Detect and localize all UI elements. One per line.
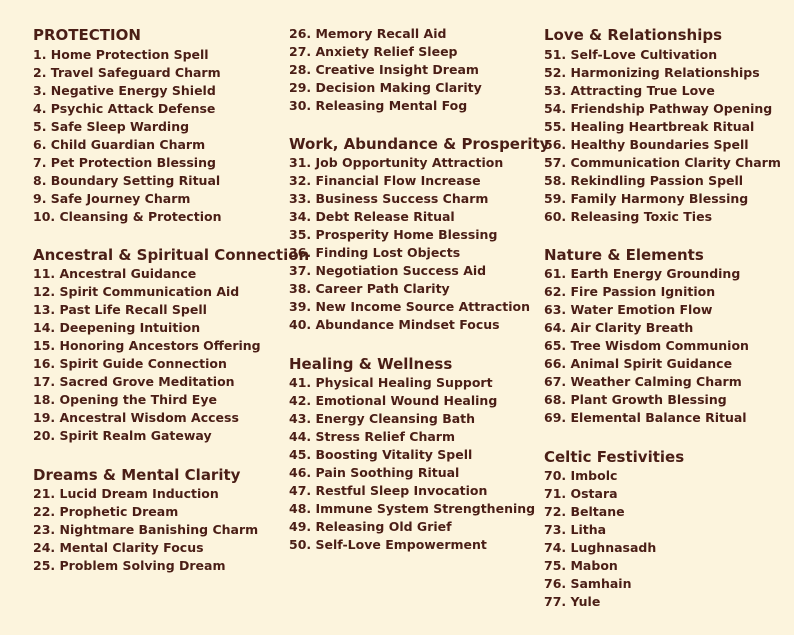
list-item: 32. Financial Flow Increase <box>289 173 481 188</box>
list-item: 59. Family Harmony Blessing <box>544 191 749 206</box>
section-title-healing: Healing & Wellness <box>289 355 453 373</box>
section-title-ancestral: Ancestral & Spiritual Connection <box>33 246 310 264</box>
list-item: 6. Child Guardian Charm <box>33 137 206 152</box>
list-item: 70. Imbolc <box>544 468 618 483</box>
section-title-dreams: Dreams & Mental Clarity <box>33 466 241 484</box>
list-item: 47. Restful Sleep Invocation <box>289 483 488 498</box>
list-item: 27. Anxiety Relief Sleep <box>289 44 458 59</box>
list-item: 53. Attracting True Love <box>544 83 715 98</box>
list-item: 24. Mental Clarity Focus <box>33 540 204 555</box>
list-item: 77. Yule <box>544 594 601 609</box>
list-item: 66. Animal Spirit Guidance <box>544 356 733 371</box>
section-title-nature: Nature & Elements <box>544 246 704 264</box>
list-item: 45. Boosting Vitality Spell <box>289 447 473 462</box>
list-item: 38. Career Path Clarity <box>289 281 450 296</box>
list-item: 20. Spirit Realm Gateway <box>33 428 212 443</box>
list-item: 25. Problem Solving Dream <box>33 558 226 573</box>
list-item: 75. Mabon <box>544 558 618 573</box>
list-item: 11. Ancestral Guidance <box>33 266 197 281</box>
list-item: 5. Safe Sleep Warding <box>33 119 190 134</box>
list-item: 56. Healthy Boundaries Spell <box>544 137 749 152</box>
list-item: 54. Friendship Pathway Opening <box>544 101 773 116</box>
list-item: 34. Debt Release Ritual <box>289 209 455 224</box>
list-item: 74. Lughnasadh <box>544 540 657 555</box>
list-item: 57. Communication Clarity Charm <box>544 155 781 170</box>
list-item: 31. Job Opportunity Attraction <box>289 155 504 170</box>
list-item: 46. Pain Soothing Ritual <box>289 465 460 480</box>
list-item: 28. Creative Insight Dream <box>289 62 479 77</box>
list-item: 41. Physical Healing Support <box>289 375 493 390</box>
list-item: 48. Immune System Strengthening <box>289 501 536 516</box>
list-item: 61. Earth Energy Grounding <box>544 266 741 281</box>
list-item: 68. Plant Growth Blessing <box>544 392 727 407</box>
list-item: 23. Nightmare Banishing Charm <box>33 522 259 537</box>
list-item: 26. Memory Recall Aid <box>289 26 447 41</box>
list-item: 13. Past Life Recall Spell <box>33 302 207 317</box>
list-item: 73. Litha <box>544 522 607 537</box>
list-item: 49. Releasing Old Grief <box>289 519 452 534</box>
list-item: 69. Elemental Balance Ritual <box>544 410 747 425</box>
list-item: 55. Healing Heartbreak Ritual <box>544 119 755 134</box>
list-item: 37. Negotiation Success Aid <box>289 263 487 278</box>
list-item: 15. Honoring Ancestors Offering <box>33 338 261 353</box>
list-item: 40. Abundance Mindset Focus <box>289 317 500 332</box>
list-item: 21. Lucid Dream Induction <box>33 486 219 501</box>
section-title-love: Love & Relationships <box>544 26 723 44</box>
list-item: 9. Safe Journey Charm <box>33 191 191 206</box>
list-item: 4. Psychic Attack Defense <box>33 101 216 116</box>
list-item: 14. Deepening Intuition <box>33 320 201 335</box>
list-item: 65. Tree Wisdom Communion <box>544 338 749 353</box>
section-title-work: Work, Abundance & Prosperity <box>289 135 550 153</box>
list-item: 36. Finding Lost Objects <box>289 245 461 260</box>
list-item: 29. Decision Making Clarity <box>289 80 482 95</box>
list-item: 50. Self-Love Empowerment <box>289 537 487 552</box>
list-item: 58. Rekindling Passion Spell <box>544 173 744 188</box>
list-item: 8. Boundary Setting Ritual <box>33 173 221 188</box>
list-item: 62. Fire Passion Ignition <box>544 284 716 299</box>
list-item: 18. Opening the Third Eye <box>33 392 217 407</box>
list-item: 30. Releasing Mental Fog <box>289 98 468 113</box>
list-item: 44. Stress Relief Charm <box>289 429 455 444</box>
list-item: 10. Cleansing & Protection <box>33 209 222 224</box>
list-item: 76. Samhain <box>544 576 632 591</box>
list-item: 16. Spirit Guide Connection <box>33 356 227 371</box>
list-item: 1. Home Protection Spell <box>33 47 209 62</box>
list-item: 35. Prosperity Home Blessing <box>289 227 498 242</box>
list-item: 33. Business Success Charm <box>289 191 489 206</box>
list-item: 43. Energy Cleansing Bath <box>289 411 476 426</box>
list-item: 52. Harmonizing Relationships <box>544 65 760 80</box>
list-item: 22. Prophetic Dream <box>33 504 179 519</box>
section-title-protection: PROTECTION <box>33 26 141 44</box>
section-title-celtic: Celtic Festivities <box>544 448 685 466</box>
list-item: 19. Ancestral Wisdom Access <box>33 410 239 425</box>
list-item: 39. New Income Source Attraction <box>289 299 531 314</box>
list-item: 17. Sacred Grove Meditation <box>33 374 235 389</box>
list-item: 71. Ostara <box>544 486 618 501</box>
list-item: 51. Self-Love Cultivation <box>544 47 718 62</box>
list-item: 63. Water Emotion Flow <box>544 302 713 317</box>
list-item: 3. Negative Energy Shield <box>33 83 216 98</box>
list-item: 67. Weather Calming Charm <box>544 374 742 389</box>
list-item: 60. Releasing Toxic Ties <box>544 209 713 224</box>
list-item: 2. Travel Safeguard Charm <box>33 65 221 80</box>
list-item: 12. Spirit Communication Aid <box>33 284 240 299</box>
list-item: 64. Air Clarity Breath <box>544 320 694 335</box>
list-item: 42. Emotional Wound Healing <box>289 393 498 408</box>
list-item: 72. Beltane <box>544 504 625 519</box>
list-item: 7. Pet Protection Blessing <box>33 155 216 170</box>
